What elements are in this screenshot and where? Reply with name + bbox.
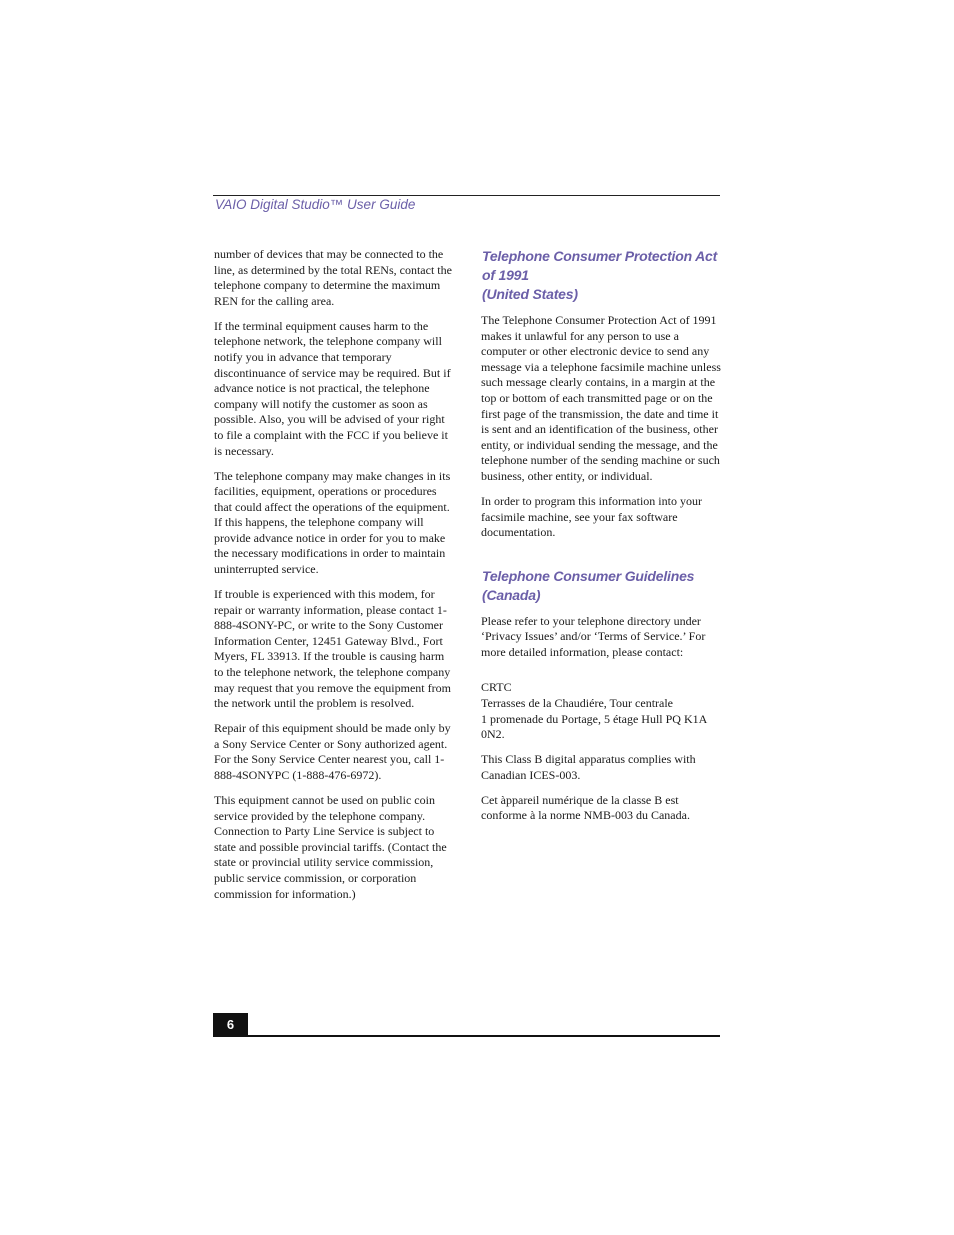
paragraph-nmb: Cet àppareil numérique de la classe B est conforme à la norme NMB-003 du Canada. — [481, 792, 690, 823]
page-number: 6 — [213, 1013, 248, 1036]
paragraph-harm-notice: If the terminal equipment causes harm to the telephone network, the telephone company will notify you in advance that temporary discontinuance of service may be required. But if advance notice is not practical, the telephone company will notify the customer as soon as possible. Also, you will be advised of your right to file a complaint with the FCC if you believe it is necessary. — [214, 318, 451, 458]
section-heading-tcpa — [481, 247, 721, 304]
paragraph-repair: Repair of this equipment should be made only by a Sony Service Center or Sony authorized agent. For the Sony Service Center nearest you, call 1-888-4SONYPC (1-888-476-6972). — [214, 721, 451, 782]
paragraph-ren-count: number of devices that may be connected to the line, as determined by the total RENs, contact the telephone company to determine the maximum REN for the calling area. — [214, 247, 452, 308]
paragraph-fax-programming: In order to program this information into your facsimile machine, see your fax software documentation. — [481, 493, 702, 540]
paragraph-coin-service: This equipment cannot be used on public coin service provided by the telephone company. Connection to Party Line Service is subject to state and possible provincial tariffs. (Contact the state or provincial utility service commission, public service commission, or corporation commission for information.) — [214, 792, 447, 901]
right-column — [481, 247, 721, 833]
paragraph-trouble-contact: If trouble is experienced with this modem, for repair or warranty information, please contact 1-888-4SONY-PC, or write to the Sony Customer Information Center, 12451 Gateway Blvd., Fort Myers, FL 33913. If the trouble is causing harm to the telephone network, the telephone company may request that you remove the equipment from the network until the problem is resolved. — [214, 587, 451, 711]
paragraph-ices: This Class B digital apparatus complies with Canadian ICES-003. — [481, 752, 696, 782]
footer-rule — [213, 1035, 720, 1037]
address-line: CRTC — [481, 680, 512, 695]
running-title: VAIO Digital Studio™ User Guide — [215, 197, 416, 212]
heading-line: Telephone Consumer Guidelines — [482, 567, 695, 584]
heading-line: Telephone Consumer Protection Act — [482, 248, 718, 264]
heading-line: (Canada) — [482, 586, 541, 603]
address-line: 1 promenade du Portage, 5 étage Hull PQ K1A 0N2. — [481, 711, 707, 742]
left-column — [214, 247, 454, 912]
address-block — [481, 680, 721, 742]
paragraph-facility-changes: The telephone company may make changes in its facilities, equipment, operations or procedures that could affect the operations of the equipment. If this happens, the telephone company will provide advance notice in order for you to make the necessary modifications in order to maintain uninterrupted service. — [214, 468, 451, 577]
section-heading-canada — [481, 567, 721, 605]
address-line: Terrasses de la Chaudiére, Tour centrale — [481, 696, 674, 711]
paragraph-canada-intro: Please refer to your telephone directory under ‘Privacy Issues’ and/or ‘Terms of Service.’ For more detailed information, please contact: — [481, 613, 706, 659]
paragraph-tcpa: The Telephone Consumer Protection Act of 1991 makes it unlawful for any person to use a computer or other electronic device to send any message via a telephone facsimile machine unless such message clearly contains, in a margin at the top or bottom of each transmitted page or on the first page of the transmission, the date and time it is sent and an identification of the business, other entity, or individual sending the message, and the telephone number of the sending machine or such business, other entity, or individual. — [481, 313, 721, 483]
heading-line: of 1991 — [482, 267, 529, 283]
header-rule — [213, 195, 720, 196]
heading-line: (United States) — [482, 286, 578, 302]
